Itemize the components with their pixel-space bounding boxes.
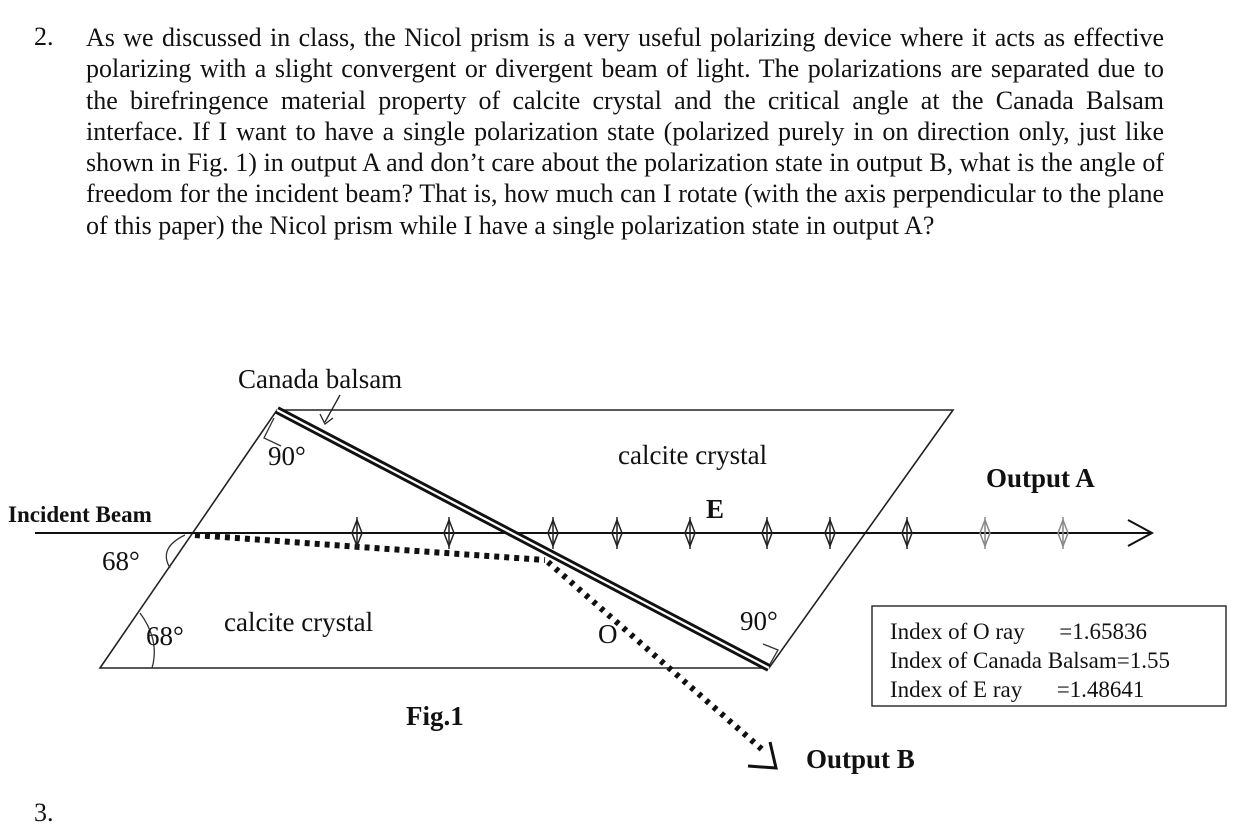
index-e-ray: Index of E ray =1.48641 — [890, 677, 1145, 702]
right-angle-bottom — [763, 644, 778, 664]
incident-beam-label: Incident Beam — [8, 502, 152, 527]
canada-balsam-label: Canada balsam — [238, 364, 403, 394]
calcite-bottom-label: calcite crystal — [224, 607, 374, 637]
nicol-prism-diagram — [0, 300, 1240, 800]
e-ray-label: E — [706, 494, 725, 524]
output-a-label: Output A — [986, 463, 1095, 493]
index-canada-balsam: Index of Canada Balsam=1.55 — [890, 648, 1170, 673]
next-question-number: 3. — [34, 798, 54, 827]
angle-90-top-label: 90° — [268, 441, 306, 471]
angle-68-incident-label: 68° — [102, 546, 140, 576]
question-text: As we discussed in class, the Nicol prism is a very useful polarizing device where it acts as effective polarizing with a slight convergent or divergent beam of light. The polarizations are separated due to the birefringence material property of calcite crystal and the critical angle at the Canada Balsam interface. If I want to have a single polarization state (polarized purely in on direction only, just like shown in Fig. 1) in output A and don’t care about the polarization state in output B, what is the angle of freedom for the incident beam? That is, how much can I rotate (with the axis perpendicular to the plane of this paper) the Nicol prism while I have a single polarization state in output A? — [86, 23, 1164, 240]
index-o-ray: Index of O ray =1.65836 — [890, 619, 1147, 644]
o-ray-path — [195, 535, 545, 560]
question-number: 2. — [34, 22, 54, 51]
angle-arc-incident — [166, 535, 185, 568]
figure-caption: Fig.1 — [406, 701, 464, 731]
angle-90-bottom-label: 90° — [740, 606, 778, 636]
o-ray-label: O — [598, 619, 618, 649]
o-ray-reflected — [548, 562, 765, 752]
calcite-top-label: calcite crystal — [618, 440, 768, 470]
angle-68-corner-label: 68° — [146, 621, 184, 651]
output-b-label: Output B — [806, 744, 915, 774]
figure-nicol-prism — [0, 300, 1240, 800]
